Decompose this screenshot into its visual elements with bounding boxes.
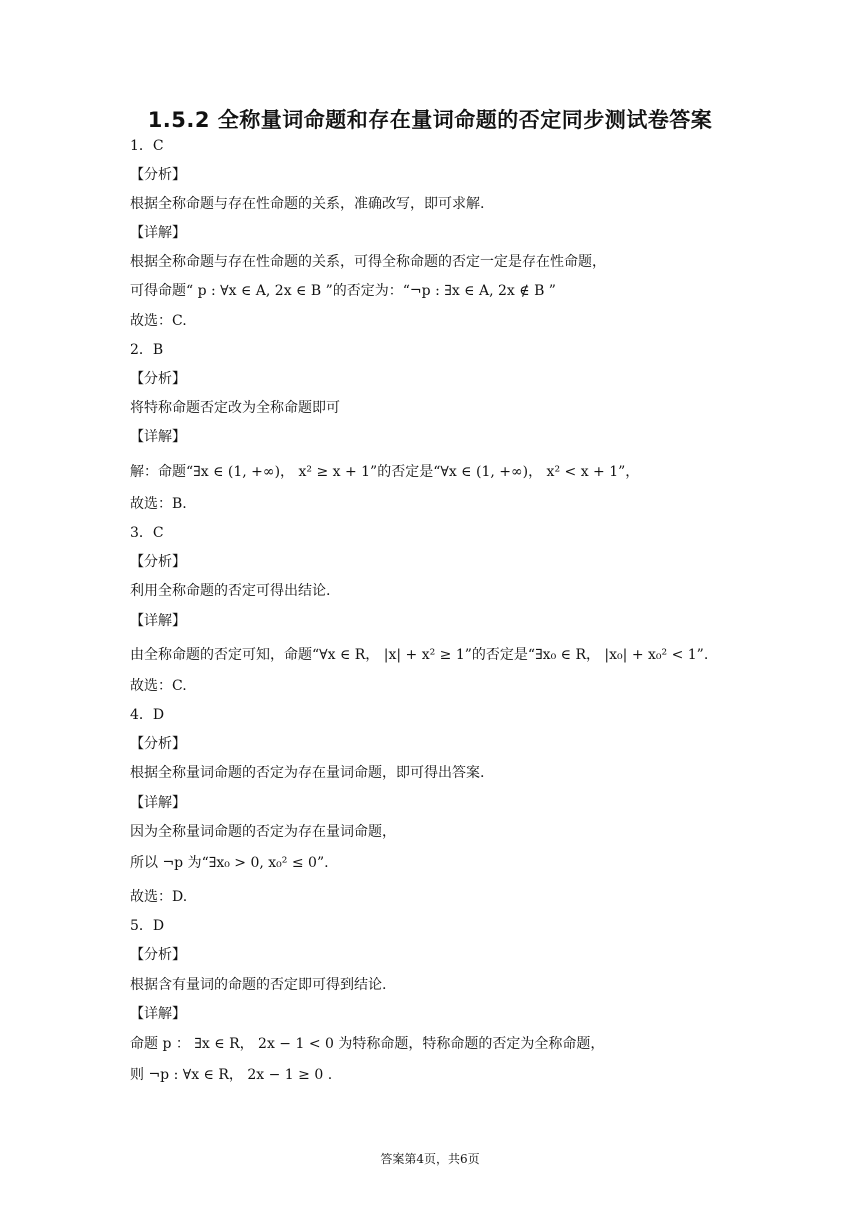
- page-footer: 答案第4页，共6页: [380, 1152, 480, 1166]
- analysis-text: 根据含有量词的命题的否定即可得到结论.: [130, 977, 387, 993]
- choice-text: 故选：C.: [130, 313, 187, 329]
- detail-heading: 【详解】: [130, 613, 186, 629]
- detail-text: 因为全称量词命题的否定为存在量词命题，: [130, 824, 396, 840]
- question-4-answer: 4．D: [130, 707, 165, 723]
- analysis-text: 根据全称量词命题的否定为存在量词命题，即可得出答案.: [130, 765, 485, 781]
- document-title: 1.5.2 全称量词命题和存在量词命题的否定同步测试卷答案: [147, 108, 713, 132]
- detail-heading: 【详解】: [130, 225, 186, 241]
- question-5-answer: 5．D: [130, 918, 165, 934]
- detail-text: 所以 ¬p 为“∃x₀ > 0, x₀² ≤ 0”.: [130, 855, 329, 871]
- analysis-heading: 【分析】: [130, 947, 186, 963]
- analysis-heading: 【分析】: [130, 554, 186, 570]
- analysis-heading: 【分析】: [130, 167, 186, 183]
- question-1-answer: 1．C: [130, 138, 164, 154]
- analysis-text: 将特称命题否定改为全称命题即可: [130, 400, 340, 416]
- detail-heading: 【详解】: [130, 795, 186, 811]
- detail-text: 解：命题“∃x ∈ (1, +∞)， x² ≥ x + 1”的否定是“∀x ∈ (1, +∞)， x² < x + 1”，: [130, 464, 640, 480]
- detail-text: 根据全称命题与存在性命题的关系，可得全称命题的否定一定是存在性命题，: [130, 254, 606, 270]
- detail-text: 由全称命题的否定可知，命题“∀x ∈ R， |x| + x² ≥ 1”的否定是“∃x₀ ∈ R， |x₀| + x₀² < 1”.: [130, 647, 709, 663]
- choice-text: 故选：D.: [130, 889, 188, 905]
- analysis-heading: 【分析】: [130, 736, 186, 752]
- choice-text: 故选：C.: [130, 678, 187, 694]
- detail-text: 则 ¬p : ∀x ∈ R， 2x − 1 ≥ 0 .: [130, 1067, 333, 1083]
- detail-text: 命题 p ： ∃x ∈ R， 2x − 1 < 0 为特称命题，特称命题的否定为全称命题，: [130, 1036, 605, 1052]
- detail-heading: 【详解】: [130, 1006, 186, 1022]
- detail-heading: 【详解】: [130, 429, 186, 445]
- detail-text: 可得命题“ p : ∀x ∈ A, 2x ∈ B ”的否定为：“¬p : ∃x ∈ A, 2x ∉ B ”: [130, 283, 556, 299]
- analysis-text: 利用全称命题的否定可得出结论.: [130, 583, 331, 599]
- question-3-answer: 3．C: [130, 525, 164, 541]
- choice-text: 故选：B.: [130, 496, 187, 512]
- analysis-text: 根据全称命题与存在性命题的关系，准确改写，即可求解.: [130, 196, 485, 212]
- question-2-answer: 2．B: [130, 342, 164, 358]
- analysis-heading: 【分析】: [130, 371, 186, 387]
